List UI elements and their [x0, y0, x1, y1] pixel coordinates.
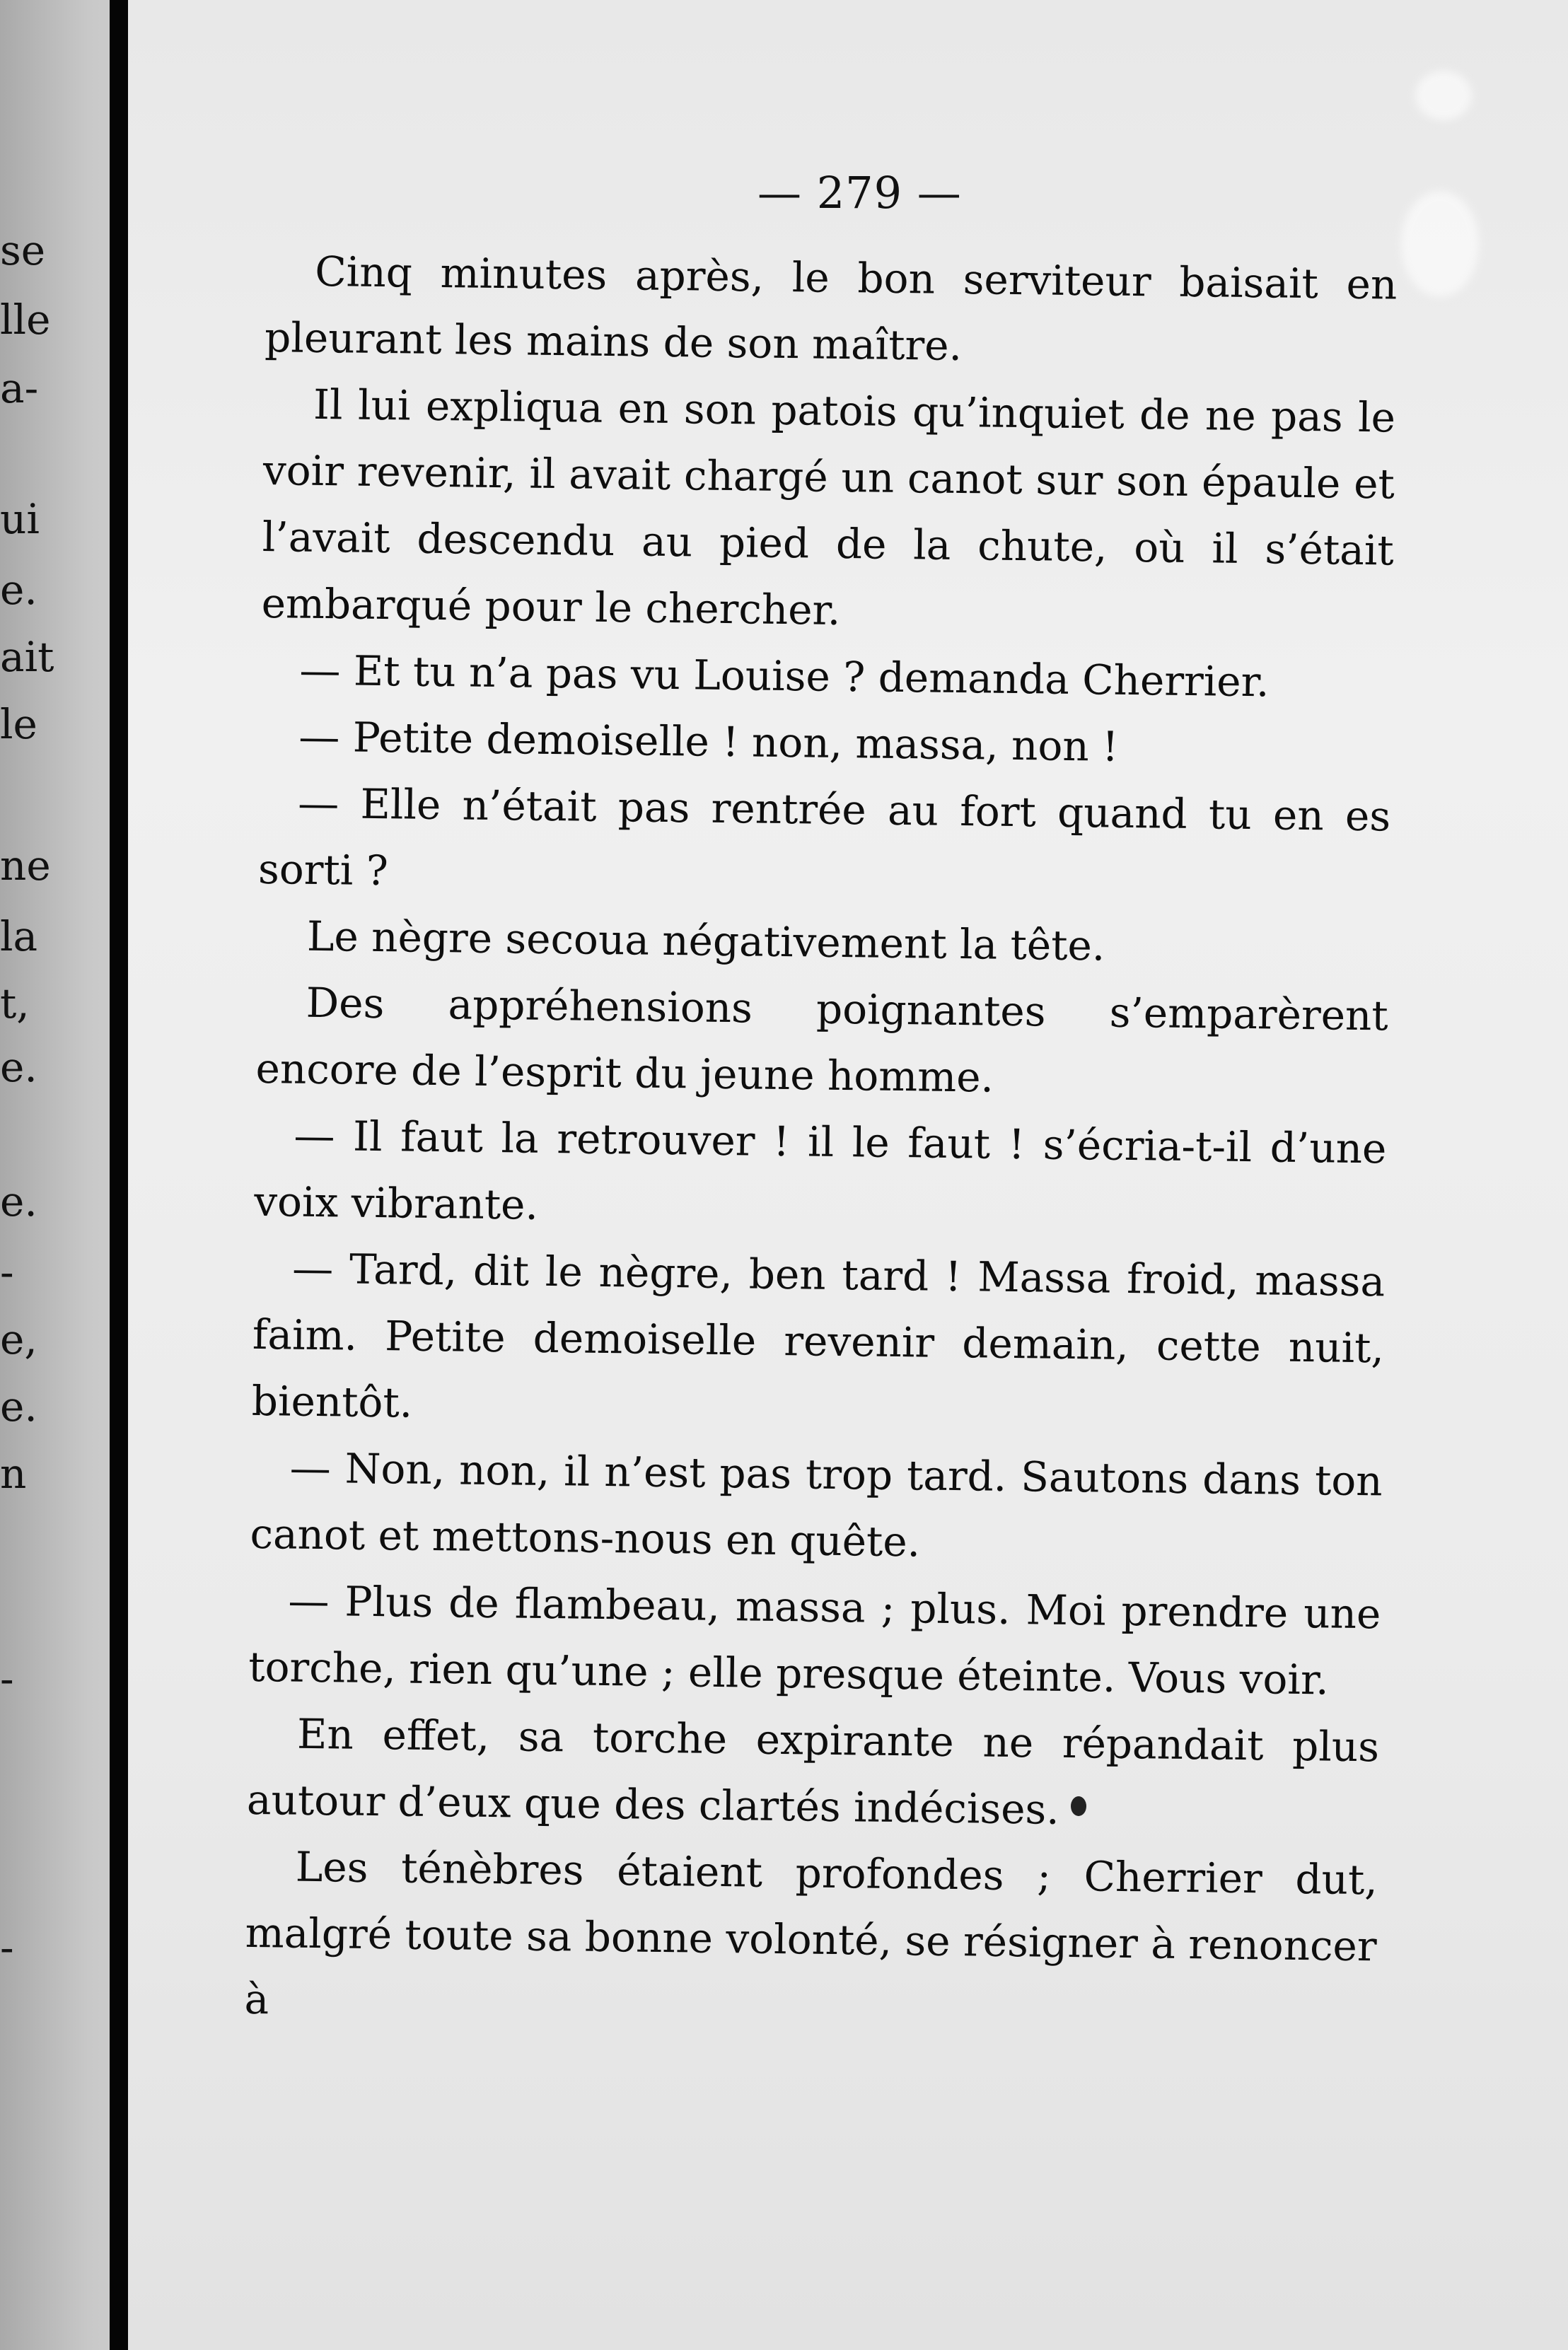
paragraph: Il lui expliqua en son patois qu’inquiet de ne pas le voir revenir, il avait chargé un canot sur son épaule et l’avait descendu au pied de la chute, où il s’était embarqué pour le chercher. [261, 380, 1396, 634]
dialogue-line: — Petite demoiselle ! non, massa, non ! [298, 712, 1119, 771]
prev-fragment: - [0, 1655, 14, 1703]
prev-fragment: - [0, 1924, 14, 1972]
dialogue-line: — Il faut la retrouver ! il le faut ! s’écria-t-il d’une voix vibrante. [253, 1111, 1387, 1229]
page-number: — 279 — [757, 167, 962, 219]
paragraph: Cinq minutes après, le bon serviteur baisait en pleurant les mains de son maître. [264, 247, 1398, 371]
paragraph: Des appréhensions poignantes s’emparèrent encore de l’esprit du jeune homme. [255, 978, 1389, 1102]
prev-fragment: a- [0, 364, 39, 412]
paper-stain [1401, 191, 1479, 297]
dialogue-line: — Et tu n’a pas vu Louise ? demanda Cherrier. [299, 646, 1270, 706]
book-page [128, 0, 1568, 2350]
prev-fragment: e. [0, 1043, 37, 1091]
prev-fragment: lle [0, 296, 51, 344]
book-gutter-shadow [110, 0, 128, 2350]
prev-fragment: e. [0, 1177, 37, 1226]
body-text [244, 238, 1398, 2046]
prev-fragment: la [0, 912, 38, 960]
paragraph: En effet, sa torche expirante ne répandait plus autour d’eux que des clartés indécises. [246, 1709, 1380, 1834]
prev-fragment: ne [0, 842, 51, 890]
paragraph: Le nègre secoua négativement la tête. [306, 912, 1105, 970]
dialogue-line: — Elle n’était pas rentrée au fort quand tu en es sorti ? [257, 779, 1391, 895]
prev-fragment: ui [0, 495, 40, 543]
prev-fragment: le [0, 700, 37, 748]
paragraph: Les ténèbres étaient profondes ; Cherrier dut, malgré toute sa bonne volonté, se résigner à renoncer à [244, 1842, 1378, 2024]
prev-fragment: e. [0, 566, 37, 614]
prev-fragment: ait [0, 633, 54, 681]
prev-fragment: e, [0, 1315, 37, 1363]
prev-fragment: n [0, 1450, 27, 1498]
dialogue-line: — Plus de flambeau, massa ; plus. Moi prendre une torche, rien qu’une ; elle presque éteinte. Vous voir. [248, 1576, 1381, 1704]
prev-fragment: t, [0, 979, 30, 1028]
paper-stain [1415, 71, 1472, 120]
dialogue-line: — Tard, dit le nègre, ben tard ! Massa froid, massa faim. Petite demoiselle revenir demain, cette nuit, bientôt. [251, 1244, 1386, 1427]
dialogue-line: — Non, non, il n’est pas trop tard. Sautons dans ton canot et mettons-nous en quête. [250, 1443, 1383, 1566]
prev-fragment: e. [0, 1383, 37, 1431]
prev-fragment: - [0, 1248, 14, 1296]
prev-fragment: se [0, 226, 46, 274]
